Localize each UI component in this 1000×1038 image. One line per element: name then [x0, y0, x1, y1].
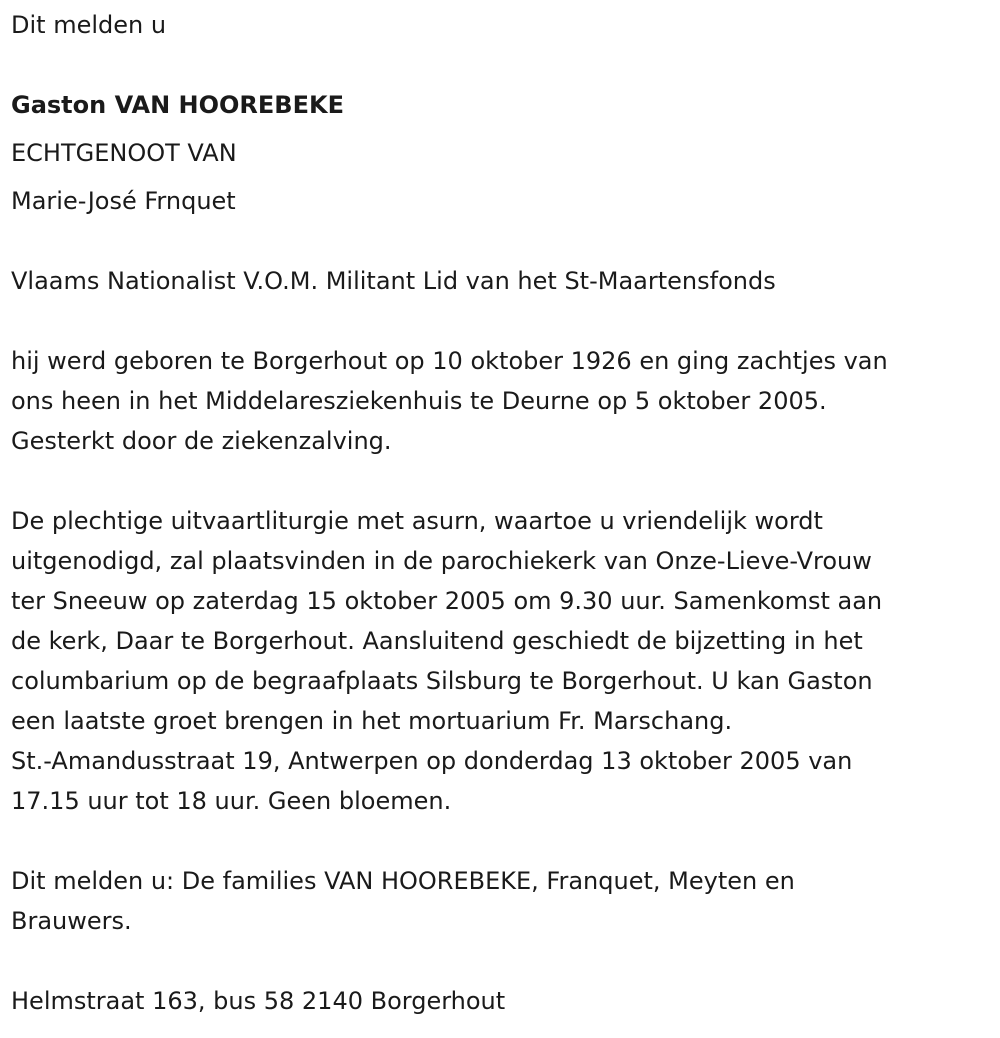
funeral-paragraph	[11, 501, 996, 821]
families-paragraph	[11, 861, 996, 941]
paragraph-line: Gesterkt door de ziekenzalving.	[11, 427, 392, 455]
relation-text: ECHTGENOOT VAN	[11, 139, 237, 167]
paragraph-line: een laatste groet brengen in het mortuarium Fr. Marschang.	[11, 707, 733, 735]
intro-text: Dit melden u	[11, 11, 167, 39]
paragraph-line: Brauwers.	[11, 907, 132, 935]
paragraph-line: ons heen in het Middelaresziekenhuis te Deurne op 5 oktober 2005.	[11, 387, 827, 415]
paragraph-line: De plechtige uitvaartliturgie met asurn, waartoe u vriendelijk wordt	[11, 507, 823, 535]
birth-death-paragraph	[11, 341, 996, 461]
paragraph-line: Dit melden u: De families VAN HOOREBEKE, Franquet, Meyten en	[11, 867, 795, 895]
deceased-name: Gaston VAN HOOREBEKE	[11, 91, 344, 119]
paragraph-line: uitgenodigd, zal plaatsvinden in de parochiekerk van Onze-Lieve-Vrouw	[11, 547, 872, 575]
paragraph-line: ter Sneeuw op zaterdag 15 oktober 2005 om 9.30 uur. Samenkomst aan	[11, 587, 883, 615]
paragraph-line: St.-Amandusstraat 19, Antwerpen op donderdag 13 oktober 2005 van	[11, 747, 853, 775]
paragraph-line: 17.15 uur tot 18 uur. Geen bloemen.	[11, 787, 452, 815]
spouse-name: Marie-José Frnquet	[11, 187, 236, 215]
paragraph-line: columbarium op de begraafplaats Silsburg te Borgerhout. U kan Gaston	[11, 667, 873, 695]
paragraph-line: hij werd geboren te Borgerhout op 10 oktober 1926 en ging zachtjes van	[11, 347, 888, 375]
affiliation-text: Vlaams Nationalist V.O.M. Militant Lid van het St-Maartensfonds	[11, 267, 776, 295]
address-text: Helmstraat 163, bus 58 2140 Borgerhout	[11, 987, 506, 1015]
paragraph-line: de kerk, Daar te Borgerhout. Aansluitend geschiedt de bijzetting in het	[11, 627, 863, 655]
